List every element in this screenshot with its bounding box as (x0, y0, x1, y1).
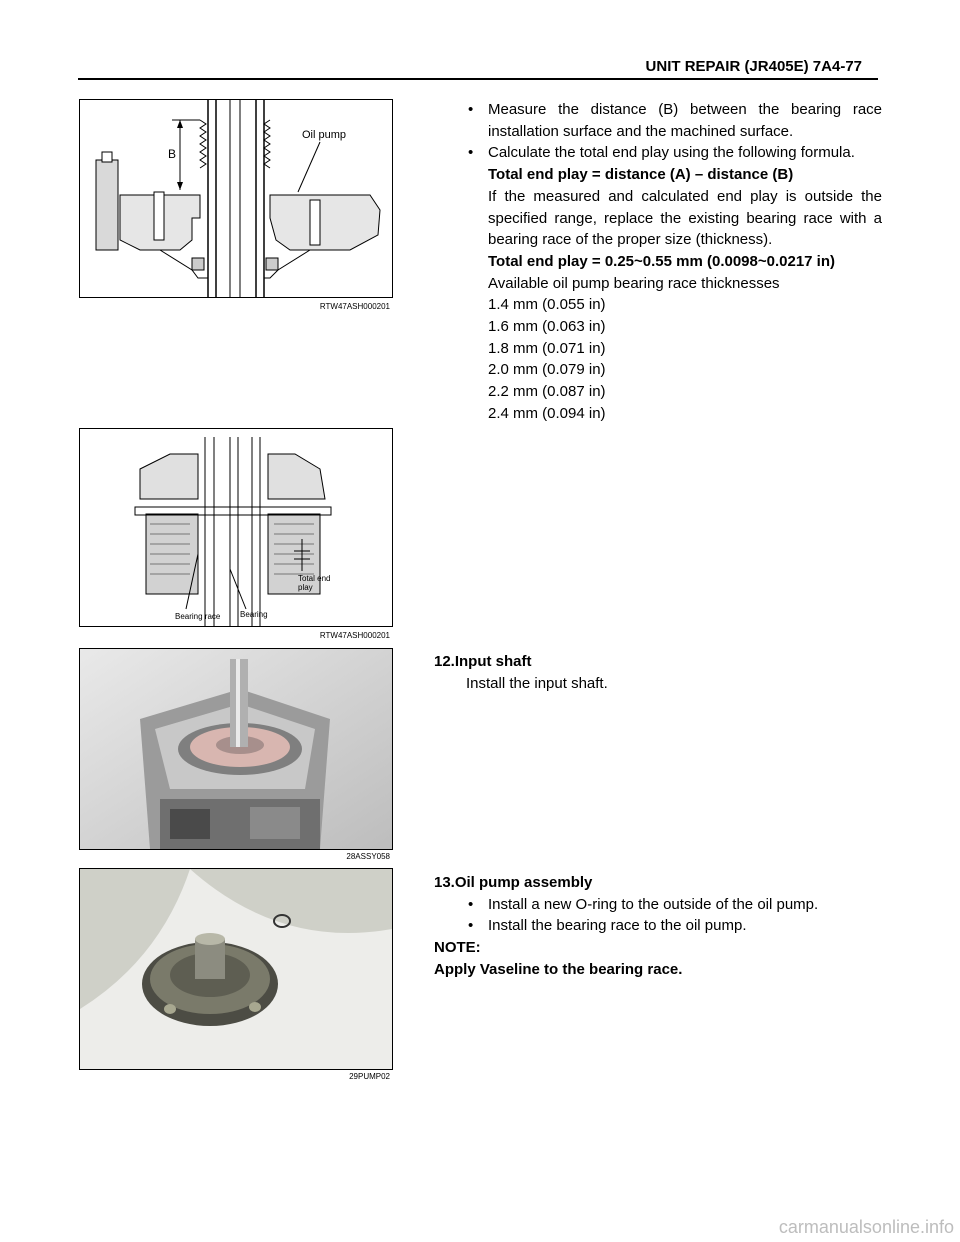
end-play-section-drawing (80, 429, 392, 626)
photo-input-shaft (79, 648, 393, 850)
formula-text: Total end play = distance (A) – distance (B) (488, 166, 794, 184)
thickness-item: 1.8 mm (0.071 in) (488, 339, 606, 357)
step-oil-pump-assembly (434, 872, 882, 981)
figure-oil-pump-distance (79, 99, 393, 298)
total-end-play-label-1: Total end (298, 574, 331, 583)
figure-total-end-play (79, 428, 393, 627)
figure-caption: RTW47ASH000201 (319, 302, 390, 311)
oil-pump-section-drawing (80, 100, 392, 297)
thickness-item: 1.4 mm (0.055 in) (488, 296, 606, 314)
thickness-item: 2.0 mm (0.079 in) (488, 361, 606, 379)
step-12-text: Install the input shaft. (466, 674, 608, 692)
bullet-o-ring: • Install a new O-ring to the outside of the oil pump. (466, 894, 882, 916)
bearing-race-label: Bearing race (175, 612, 221, 621)
step-13-title: 13.Oil pump assembly (434, 874, 593, 891)
bullet-calculate: • Calculate the total end play using the following formula. (466, 142, 882, 164)
watermark: carmanualsonline.info (778, 1217, 954, 1237)
thickness-item: 1.6 mm (0.063 in) (488, 318, 606, 336)
oil-pump-photo (80, 869, 392, 1069)
bullet-measure: • Measure the distance (B) between the bearing race installation surface and the machined surface. (466, 99, 882, 142)
spec-text: Total end play = 0.25~0.55 mm (0.0098~0.0217 in) (488, 252, 835, 270)
step-input-shaft (434, 651, 882, 694)
thickness-item: 2.2 mm (0.087 in) (488, 383, 606, 401)
page-title: UNIT REPAIR (JR405E) 7A4-77 (645, 58, 862, 75)
dimension-b-label: B (168, 147, 177, 161)
note-label: NOTE: (434, 939, 481, 957)
section-measure (466, 99, 882, 425)
input-shaft-photo (80, 649, 392, 849)
photo-oil-pump-assembly (79, 868, 393, 1070)
available-text: Available oil pump bearing race thicknesses (488, 274, 780, 292)
oil-pump-label: Oil pump (302, 129, 347, 141)
page-header (78, 58, 878, 80)
figure-caption: 28ASSY058 (346, 852, 390, 861)
replace-paragraph: If the measured and calculated end play is outside the specified range, replace the existing bearing race with a bearing race of the proper size (thickness). (488, 187, 882, 249)
figure-caption: RTW47ASH000201 (319, 631, 390, 640)
figure-caption: 29PUMP02 (349, 1072, 390, 1081)
step-12-title: 12.Input shaft (434, 653, 532, 670)
thickness-item: 2.4 mm (0.094 in) (488, 404, 606, 422)
total-end-play-label-2: play (298, 583, 313, 592)
note-text: Apply Vaseline to the bearing race. (434, 960, 683, 978)
bullet-bearing-race: • Install the bearing race to the oil pump. (466, 915, 882, 937)
bearing-label: Bearing (240, 610, 268, 619)
